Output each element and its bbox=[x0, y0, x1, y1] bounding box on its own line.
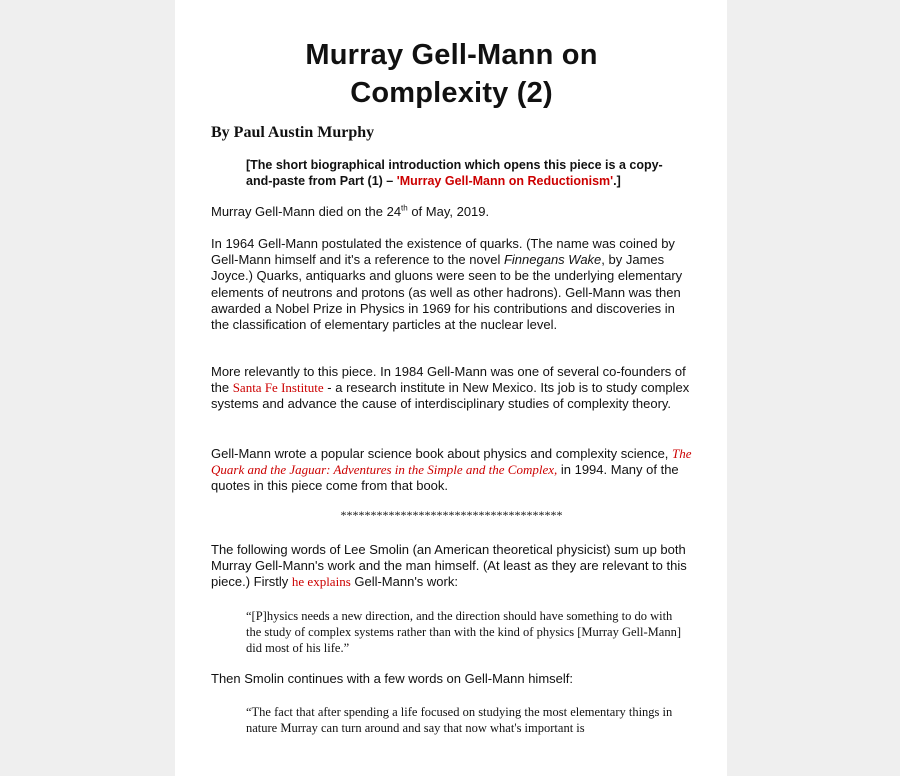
quote-1: “[P]hysics needs a new direction, and the direction should have something to do with the study of complex systems rather than with the kind of physics [Murray Gell-Mann] did most of his life.” bbox=[246, 609, 681, 655]
paragraph-quarks bbox=[211, 236, 692, 333]
p2-text: In 1964 Gell-Mann postulated the existence of quarks. (The name was coined by Gell-Mann himself and it's a reference to the novel bbox=[211, 236, 675, 268]
p5-text-end: Gell-Mann's work: bbox=[350, 574, 458, 590]
title-line-2: Complexity (2) bbox=[350, 77, 553, 109]
p1-sup: th bbox=[401, 203, 408, 213]
p1-text-end: of May, 2019. bbox=[407, 204, 490, 219]
intro-note bbox=[246, 157, 686, 189]
he-explains-link[interactable]: he explains bbox=[291, 574, 351, 590]
book-link[interactable]: The Quark and the Jaguar: Adventures in the Simple and the Complex, bbox=[211, 446, 692, 478]
intro-end: .] bbox=[613, 174, 621, 188]
paragraph-book bbox=[211, 446, 692, 495]
title-line-1: Murray Gell-Mann on bbox=[305, 39, 598, 71]
document-page bbox=[175, 0, 727, 776]
p2-book-title: Finnegans Wake bbox=[503, 252, 602, 268]
santa-fe-link[interactable]: Santa Fe Institute bbox=[232, 380, 324, 396]
section-divider: ************************************* bbox=[340, 508, 563, 522]
byline: By Paul Austin Murphy bbox=[211, 124, 375, 141]
reductionism-link[interactable]: 'Murray Gell-Mann on Reductionism' bbox=[396, 174, 614, 188]
p1-text: Murray Gell-Mann died on the 24 bbox=[211, 204, 402, 219]
paragraph-death bbox=[211, 204, 692, 220]
p5-text: The following words of Lee Smolin (an American theoretical physicist) sum up both Murray Gell-Mann's work and the man himself. (At least as they are relevant to this piece.) Firstly bbox=[211, 542, 687, 590]
intro-text: [The short biographical introduction which opens this piece is a copy-and-paste from Part (1) – bbox=[246, 158, 663, 188]
paragraph-santa-fe bbox=[211, 364, 692, 413]
p4-text-end: in 1994. Many of the quotes in this piece come from that book. bbox=[211, 462, 679, 494]
quote-2: “The fact that after spending a life focused on studying the most elementary things in nature Murray can turn around and say that now what's important is bbox=[246, 705, 673, 735]
p3-text: More relevantly to this piece. In 1984 Gell-Mann was one of several co-founders of the bbox=[211, 364, 686, 396]
p2-text-end: , by James Joyce.) Quarks, antiquarks and gluons were seen to be the underlying elementary elements of neutrons and protons (as well as other hadrons). Gell-Mann was then awarded a Nobel Prize in Physics in 1969 for his contributions and discoveries in the classification of elementary particles at the nuclear level. bbox=[211, 252, 683, 333]
page-title bbox=[211, 36, 692, 112]
p3-text-end: - a research institute in New Mexico. Its job is to study complex systems and advance the cause of interdisciplinary studies of complexity theory. bbox=[211, 380, 690, 412]
p4-text: Gell-Mann wrote a popular science book about physics and complexity science, bbox=[211, 446, 673, 461]
paragraph-continues: Then Smolin continues with a few words on Gell-Mann himself: bbox=[211, 671, 573, 686]
paragraph-smolin bbox=[211, 542, 692, 591]
